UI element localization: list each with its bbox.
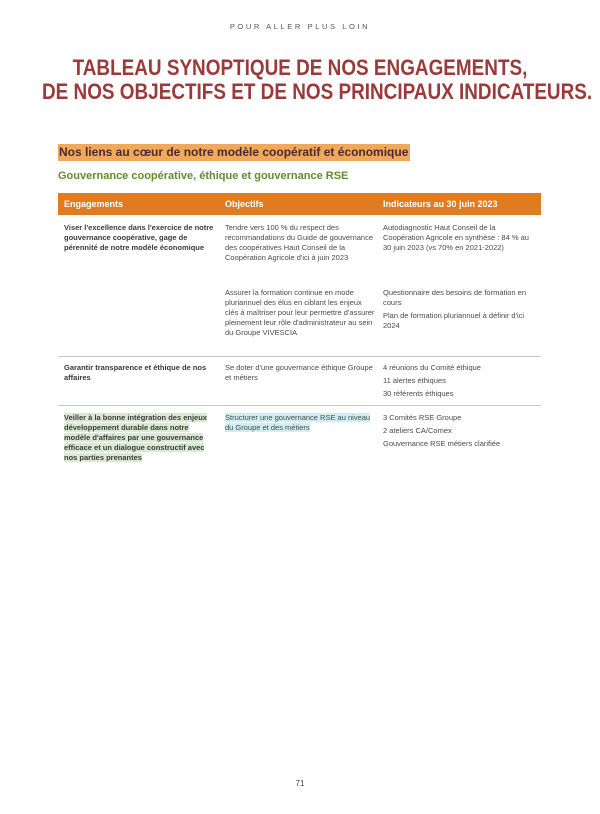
- page-kicker: POUR ALLER PLUS LOIN: [229, 22, 371, 31]
- objective-text: Structurer une gouvernance RSE au niveau du Groupe et des métiers: [225, 413, 371, 432]
- indicator-cell: [383, 223, 538, 256]
- subsection-heading: Gouvernance coopérative, éthique et gouvernance RSE: [58, 170, 349, 182]
- row-divider: [58, 356, 541, 357]
- indicator: 4 réunions du Comité éthique: [383, 363, 481, 372]
- page-title-line-2: DE NOS OBJECTIFS ET DE NOS PRINCIPAUX INDICATEURS.: [42, 79, 593, 104]
- page-title-line-1: TABLEAU SYNOPTIQUE DE NOS ENGAGEMENTS,: [72, 55, 528, 80]
- indicator: Questionnaire des besoins de formation en cours: [383, 288, 527, 307]
- engagement-cell: Garantir transparence et éthique de nos affaires: [64, 363, 207, 382]
- indicator-cell: [383, 363, 538, 402]
- indicator: 3 Comités RSE Groupe: [383, 413, 462, 422]
- ghost-text: [0, 118, 6, 141]
- header-engagements: Engagements: [64, 199, 124, 209]
- engagement-cell: [64, 413, 214, 463]
- objective-cell: Se doter d'une gouvernance éthique Groupe et métiers: [225, 363, 373, 382]
- page-title: [42, 55, 593, 104]
- indicator: Gouvernance RSE métiers clarifiée: [383, 439, 501, 448]
- objective-cell: Tendre vers 100 % du respect des recommandations du Guide de gouvernance des coopératives Haut Conseil de la Coopération Agricole d'ici à juin 2023: [225, 223, 374, 262]
- row-divider: [58, 405, 541, 406]
- indicator: 2 ateliers CA/Comex: [383, 426, 452, 435]
- objective-cell: [225, 413, 375, 433]
- indicator: 11 alertes éthiques: [383, 376, 446, 385]
- header-indicateurs: Indicateurs au 30 juin 2023: [383, 199, 498, 209]
- section-heading: Nos liens au cœur de notre modèle coopératif et économique: [59, 145, 409, 159]
- engagement-cell: Viser l'excellence dans l'exercice de notre gouvernance coopérative, gage de pérennité de notre modèle économique: [64, 223, 214, 252]
- indicator: Autodiagnostic Haut Conseil de la Coopération Agricole en synthèse : 84 % au 30 juin 2023 (vs 70% en 2021-2022): [383, 223, 529, 252]
- header-objectifs: Objectifs: [225, 199, 264, 209]
- indicator: 30 référents éthiques: [383, 389, 454, 398]
- indicator: Plan de formation pluriannuel à définir d'ici 2024: [383, 311, 525, 330]
- indicator-cell: [383, 413, 538, 452]
- indicator-cell: [383, 288, 538, 334]
- table-header: [58, 193, 541, 215]
- engagement-text: Veiller à la bonne intégration des enjeux développement durable dans notre modèle d'affaires par une gouvernance efficace et un dialogue constructif avec nos parties prenantes: [64, 413, 207, 462]
- page-number: 71: [295, 779, 305, 788]
- objective-cell: Assurer la formation continue en mode pluriannuel des élus en ciblant les enjeux clés à maîtriser pour leur permettre d'assurer pleinement leur rôle d'administrateur au sein du Groupe VIVESCIA: [225, 288, 375, 337]
